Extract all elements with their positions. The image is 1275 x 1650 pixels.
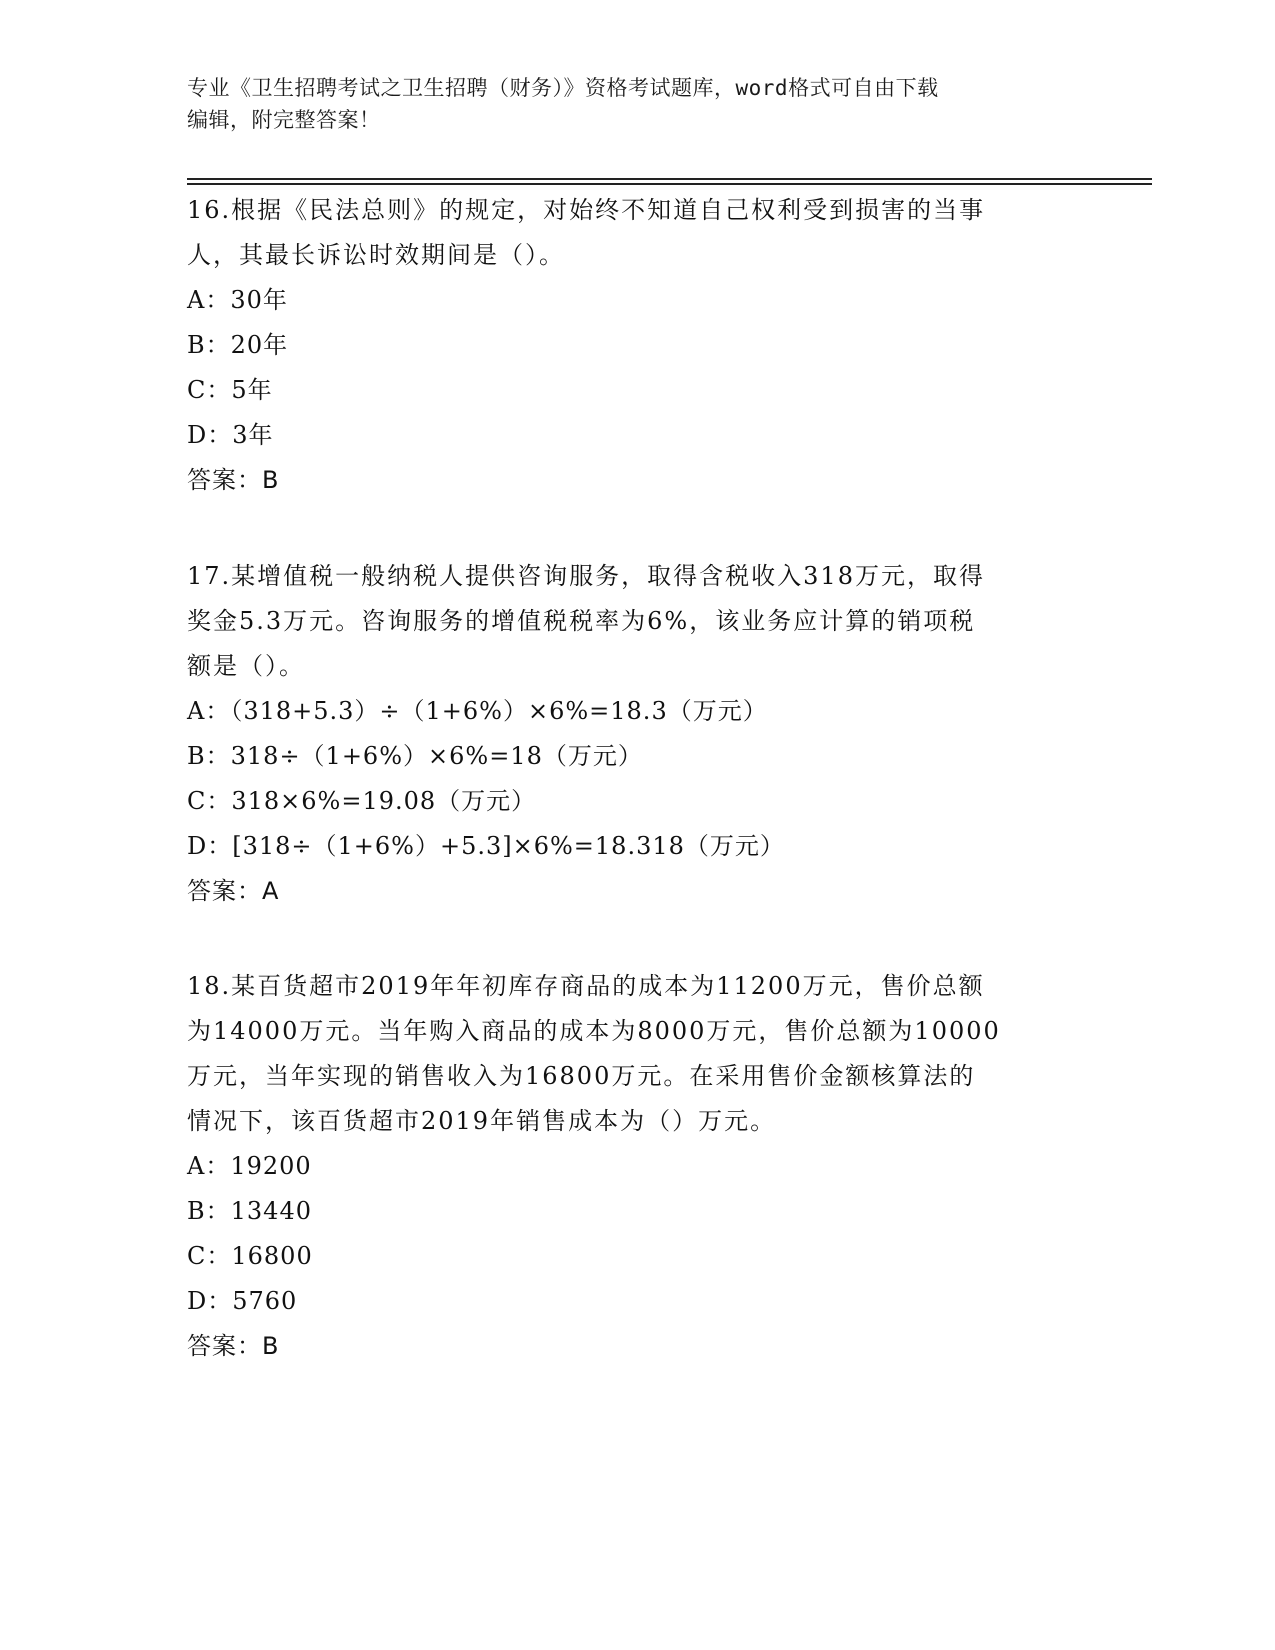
answer: 答案：B: [187, 1332, 280, 1360]
document-header: [187, 72, 1067, 136]
question-stem-line: 额是（）。: [187, 652, 305, 680]
option-a: A：30年: [187, 286, 288, 314]
question-stem-line: 18.某百货超市2019年年初库存商品的成本为11200万元，售价总额: [187, 972, 985, 1000]
question-stem-line: 情况下，该百货超市2019年销售成本为（）万元。: [187, 1107, 777, 1135]
option-a: A：19200: [187, 1152, 312, 1180]
answer: 答案：B: [187, 466, 280, 494]
option-d: D：[318÷（1+6%）+5.3]×6%=18.318（万元）: [187, 832, 785, 860]
question-stem-line: 万元，当年实现的销售收入为16800万元。在采用售价金额核算法的: [187, 1062, 976, 1090]
option-b: B：20年: [187, 331, 289, 359]
option-d: D：5760: [187, 1287, 298, 1315]
option-d: D：3年: [187, 421, 274, 449]
header-line-1: 专业《卫生招聘考试之卫生招聘（财务）》资格考试题库，word格式可自由下载: [187, 76, 939, 100]
header-divider-bottom: [187, 183, 1152, 185]
question-stem-line: 人，其最长诉讼时效期间是（）。: [187, 241, 565, 269]
question-stem-line: 17.某增值税一般纳税人提供咨询服务，取得含税收入318万元，取得: [187, 562, 985, 590]
option-c: C：5年: [187, 376, 273, 404]
header-divider-top: [187, 178, 1152, 180]
question-stem-line: 为14000万元。当年购入商品的成本为8000万元，售价总额为10000: [187, 1017, 1001, 1045]
option-c: C：16800: [187, 1242, 313, 1270]
option-a: A：（318+5.3）÷（1+6%）×6%=18.3（万元）: [187, 697, 768, 725]
answer: 答案：A: [187, 877, 280, 905]
option-b: B：318÷（1+6%）×6%=18（万元）: [187, 742, 643, 770]
question-16: [187, 188, 1087, 503]
question-17: [187, 554, 1087, 914]
header-line-2: 编辑，附完整答案！: [187, 108, 381, 132]
question-stem-line: 16.根据《民法总则》的规定，对始终不知道自己权利受到损害的当事: [187, 196, 986, 224]
question-stem-line: 奖金5.3万元。咨询服务的增值税税率为6%，该业务应计算的销项税: [187, 607, 976, 635]
option-c: C：318×6%=19.08（万元）: [187, 787, 537, 815]
question-18: [187, 964, 1087, 1369]
option-b: B：13440: [187, 1197, 312, 1225]
